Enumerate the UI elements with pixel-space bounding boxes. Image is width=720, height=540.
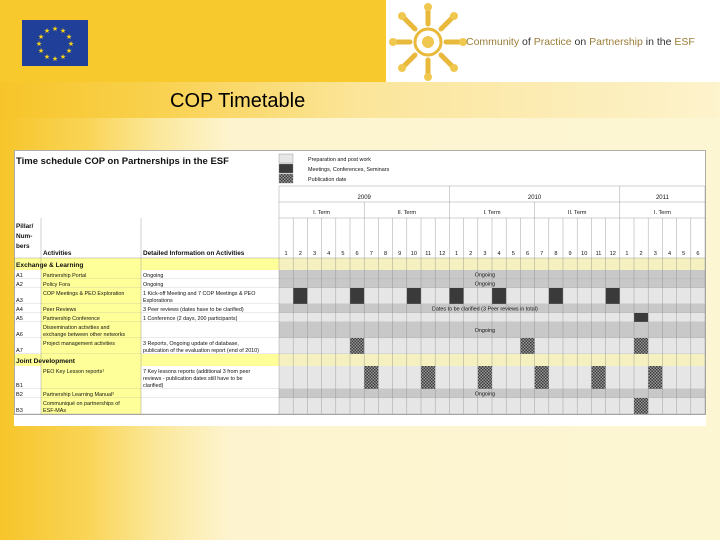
month-label: 3	[312, 251, 317, 257]
month-label: 11	[425, 251, 432, 257]
legend-label: Meetings, Conferences, Seminars	[308, 167, 390, 173]
month-label: 4	[667, 251, 672, 257]
page-title: COP Timetable	[170, 90, 306, 112]
row-id: B3	[16, 408, 23, 414]
svg-text:★: ★	[59, 53, 67, 61]
month-label: 8	[383, 251, 388, 257]
section-header: Joint Development	[16, 358, 75, 365]
row-activity: Partnership Conference	[43, 316, 100, 322]
cop-logo-text	[466, 36, 695, 48]
svg-text:★: ★	[51, 55, 59, 63]
term-label: I. Term	[653, 210, 671, 216]
row-activity: Peer Reviews	[43, 307, 77, 313]
month-label: 5	[682, 251, 686, 257]
row-detail: 1 Conference (2 days, 200 participants)	[143, 316, 238, 322]
month-label: 5	[511, 251, 515, 257]
logo-word-esf: ESF	[674, 36, 695, 48]
svg-text:★: ★	[65, 33, 73, 41]
month-label: 5	[341, 251, 345, 257]
logo-word-in-the: in the	[642, 36, 675, 48]
row-activity: Partnership Portal	[43, 273, 87, 279]
timeline-bar-label: Ongoing	[474, 281, 496, 288]
row-activity: exchange between other networks	[43, 332, 126, 338]
row-detail: Ongoing	[143, 273, 164, 279]
legend-swatch	[279, 174, 293, 183]
cop-sun-logo-icon	[388, 2, 468, 82]
legend-label: Publication date	[308, 177, 347, 183]
row-id: A2	[16, 282, 23, 288]
svg-text:★: ★	[67, 40, 75, 48]
svg-text:★: ★	[65, 47, 73, 55]
row-detail: 3 Reports, Ongoing update of database,	[143, 341, 239, 347]
timeline-bar-label: Ongoing	[474, 272, 496, 279]
term-label: I. Term	[483, 210, 501, 216]
month-label: 6	[355, 251, 359, 257]
svg-text:★: ★	[37, 47, 45, 55]
month-label: 10	[581, 251, 588, 257]
month-label: 1	[454, 251, 459, 257]
month-label: 8	[554, 251, 558, 257]
row-id: B1	[16, 383, 23, 389]
decorative-curve	[0, 300, 720, 540]
month-label: 2	[298, 251, 302, 257]
legend-swatch	[279, 154, 293, 163]
month-label: 4	[497, 251, 501, 257]
row-detail: Ongoing	[143, 282, 164, 288]
logo-word-partnership: Partnership	[589, 36, 643, 48]
year-label: 2009	[357, 195, 371, 201]
month-label: 6	[696, 251, 700, 257]
row-id: A6	[16, 332, 23, 338]
month-label: 12	[439, 251, 446, 257]
row-detail: reviews - publication dates still have to be	[143, 376, 243, 382]
logo-word-of: of	[519, 36, 534, 48]
col-header-details: Detailed Information on Activities	[143, 250, 245, 257]
row-activity: Partnership Learning Manual²	[43, 392, 115, 398]
month-label: 3	[653, 251, 657, 257]
month-label: 4	[327, 251, 331, 257]
row-activity: Project management activities	[43, 341, 115, 347]
month-label: 9	[568, 251, 572, 257]
logo-word-on: on	[571, 36, 590, 48]
timeline-bar-label: Dates to be clarified (3 Peer reviews in total)	[432, 306, 538, 313]
row-id: A3	[16, 298, 23, 304]
timeline-bar-label: Ongoing	[474, 328, 496, 334]
month-label: 3	[483, 251, 487, 257]
row-detail: 7 Key lessons reports (additional 3 from peer	[143, 369, 251, 375]
row-detail: Explorations	[143, 298, 173, 304]
month-label: 1	[284, 251, 288, 257]
svg-text:★: ★	[43, 53, 51, 61]
row-id: B2	[16, 392, 23, 398]
row-activity: ESF-MAs	[43, 408, 67, 414]
row-detail: 3 Peer reviews (dates have to be clarified)	[143, 307, 244, 313]
year-label: 2010	[527, 195, 542, 201]
svg-text:★: ★	[59, 27, 67, 35]
row-activity: COP Meetings & PEO Exploration	[43, 291, 125, 297]
month-label: 2	[639, 251, 643, 257]
timetable-title: Time schedule COP on Partnerships in the ESF	[16, 156, 229, 167]
term-label: II. Term	[397, 210, 417, 216]
svg-text:★: ★	[37, 33, 45, 41]
col-header-pillar: Num-	[16, 233, 33, 240]
col-header-activities: Activities	[43, 250, 72, 257]
row-activity: Policy Fora	[43, 282, 70, 288]
row-activity: Communiqué on partnerships of	[43, 401, 120, 407]
month-label: 7	[369, 251, 373, 257]
month-label: 12	[609, 251, 616, 257]
col-header-pillar: Pillar/	[16, 223, 34, 230]
row-detail: 1 Kick-off Meeting and 7 COP Meetings & PEO	[143, 291, 256, 297]
month-label: 7	[540, 251, 544, 257]
logo-word-practice: Practice	[533, 36, 572, 48]
row-id: A7	[16, 348, 23, 354]
month-label: 2	[469, 251, 473, 257]
row-id: A5	[16, 316, 23, 322]
eu-flag-icon	[22, 20, 88, 66]
row-id: A1	[16, 273, 23, 279]
col-header-pillar: bers	[16, 243, 30, 250]
row-activity: Dissemination activities and	[43, 325, 110, 331]
svg-text:★: ★	[35, 40, 43, 48]
legend-swatch	[279, 164, 293, 173]
title-band	[0, 82, 720, 118]
month-label: 11	[595, 251, 602, 257]
term-label: II. Term	[567, 210, 587, 216]
row-detail: clarified)	[143, 383, 164, 389]
month-label: 6	[525, 251, 530, 257]
month-label: 1	[625, 251, 629, 257]
svg-text:★: ★	[43, 27, 51, 35]
month-label: 10	[410, 251, 418, 257]
svg-text:★: ★	[51, 25, 59, 33]
term-label: I. Term	[313, 210, 331, 216]
row-detail: publication of the evaluation report (end of 2010)	[143, 348, 259, 354]
row-activity: PEO Key Lesson reports¹	[43, 369, 105, 375]
legend-label: Preparation and post work	[308, 157, 371, 163]
timeline-bar-label: Ongoing	[474, 391, 496, 398]
month-label: 9	[398, 251, 402, 257]
logo-word-community: Community	[466, 36, 520, 48]
year-label: 2011	[655, 195, 669, 201]
row-id: A4	[16, 307, 23, 313]
section-header: Exchange & Learning	[16, 262, 84, 269]
